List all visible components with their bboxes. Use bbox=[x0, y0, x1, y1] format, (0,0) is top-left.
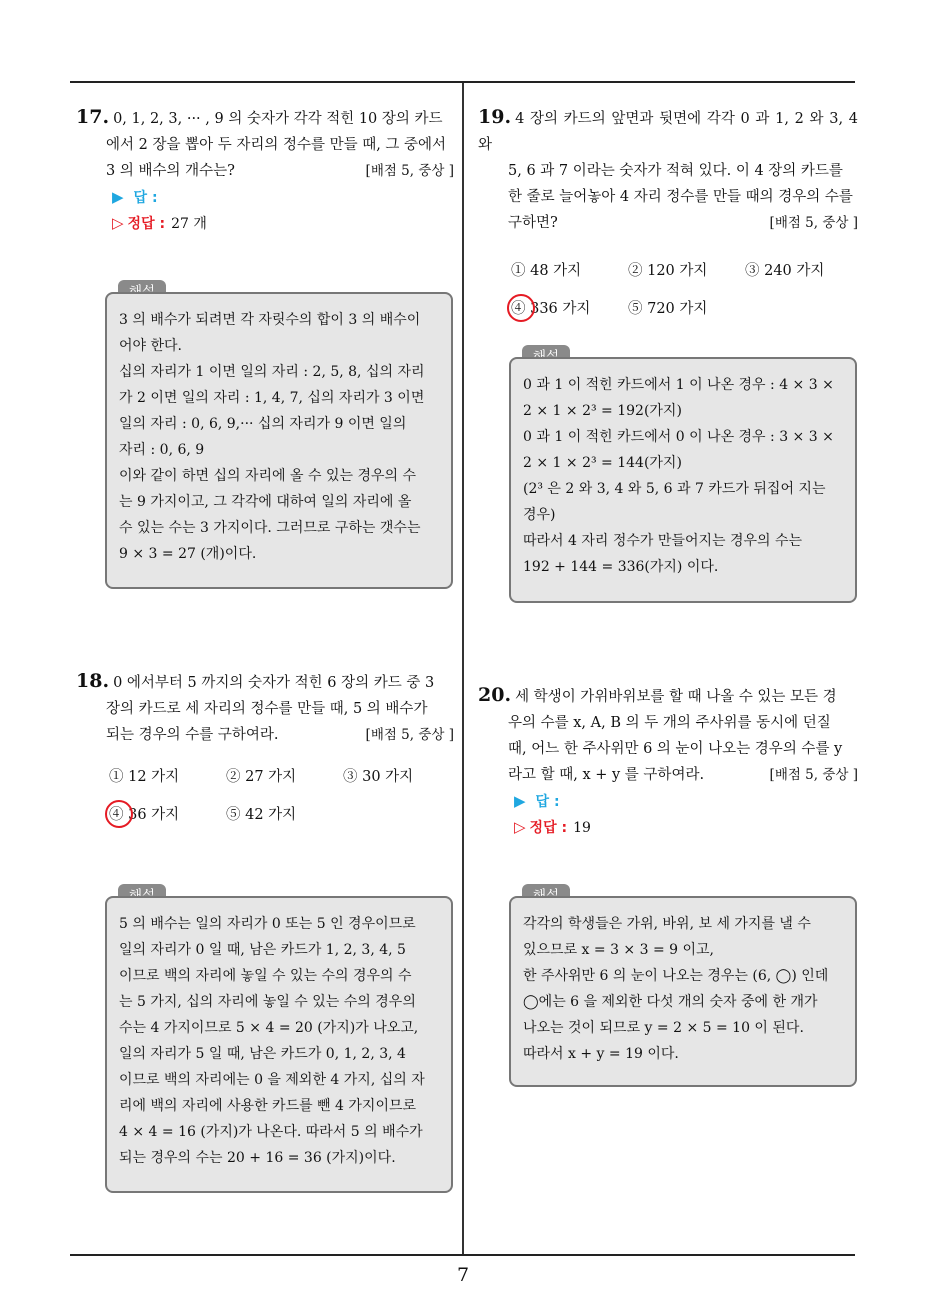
solution-box-20: 각각의 학생들은 가위, 바위, 보 세 가지를 낼 수 있으므로 x = 3 × 3 = 9 이고, 한 주사위만 6 의 눈이 나오는 경우는 (6, ◯) 인데 ◯에는 6 을 제외한 다섯 개의 숫자 중에 한 개가 나오는 것이 되므로 y = 2 × 5 = 10 이 된다. 따라서 x + y = 19 이다. bbox=[509, 896, 857, 1087]
answer-row[interactable]: ▶ 답 : bbox=[112, 188, 158, 206]
correct-answer-row: ▷ 정답 : 27 개 bbox=[112, 214, 207, 232]
outline-triangle-icon: ▷ bbox=[112, 214, 124, 232]
problem-17: 17. 0, 1, 2, 3, ··· , 9 의 숫자가 각각 적힌 10 장의 카드 에서 2 장을 뽑아 두 자리의 정수를 만들 때, 그 중에서 3 의 배수의 개수는? [배점 5, 중상 ] ▶ 답 : ▷ 정답 : 27 개 bbox=[76, 104, 454, 236]
solution-box-18: 5 의 배수는 일의 자리가 0 또는 5 인 경우이므로 일의 자리가 0 일 때, 남은 카드가 1, 2, 3, 4, 5 이므로 백의 자리에 놓일 수 있는 수의 경우의 수 는 5 가지, 십의 자리에 놓일 수 있는 수의 경우의 수는 4 가지이므로 5 × 4 = 20 (가지)가 나오고, 일의 자리가 5 일 때, 남은 카드가 0, 1, 2, 3, 4 이므로 백의 자리에는 0 을 제외한 4 가지, 십의 자 리에 백의 자리에 사용한 카드를 뺀 4 가지이므로 4 × 4 = 16 (가지)가 나온다. 따라서 5 의 배수가 되는 경우의 수는 20 + 16 = 36 (가지)이다. bbox=[105, 896, 453, 1193]
solution-box-17: 3 의 배수가 되려면 각 자릿수의 합이 3 의 배수이 어야 한다. 십의 자리가 1 이면 일의 자리 : 2, 5, 8, 십의 자리 가 2 이면 일의 자리 : 1, 4, 7, 십의 자리가 3 이면 일의 자리 : 0, 6, 9,··· 십의 자리가 9 이면 일의 자리 : 0, 6, 9 이와 같이 하면 십의 자리에 올 수 있는 경우의 수 는 9 가지이고, 그 각각에 대하여 일의 자리에 올 수 있는 수는 3 가지이다. 그러므로 구하는 갯수는 9 × 3 = 27 (개)이다. bbox=[105, 292, 453, 589]
choice-list bbox=[76, 758, 454, 828]
play-triangle-icon: ▶ bbox=[514, 792, 526, 810]
choice-2[interactable]: ② 27 가지 bbox=[226, 769, 297, 785]
score-meta: [배점 5, 중상 ] bbox=[769, 215, 858, 231]
choice-2[interactable]: ② 120 가지 bbox=[628, 263, 708, 279]
selected-circle-mark bbox=[105, 800, 133, 828]
answer-row[interactable]: ▶ 답 : bbox=[514, 792, 560, 810]
choice-1[interactable]: ① 12 가지 bbox=[109, 769, 180, 785]
problem-18: 18. 0 에서부터 5 까지의 숫자가 적힌 6 장의 카드 중 3 장의 카드로 세 자리의 정수를 만들 때, 5 의 배수가 되는 경우의 수를 구하여라. [배점 5, 중상 ] ① 12 가지 ② 27 가지 ③ 30 가지 ④ 36 가지 ⑤ 42 가지 bbox=[76, 668, 454, 828]
choice-1[interactable]: ① 48 가지 bbox=[511, 263, 582, 279]
choice-5[interactable]: ⑤ 42 가지 bbox=[226, 807, 297, 823]
score-meta: [배점 5, 중상 ] bbox=[769, 767, 858, 783]
problem-19: 19. 4 장의 카드의 앞면과 뒷면에 각각 0 과 1, 2 와 3, 4 와 5, 6 과 7 이라는 숫자가 적혀 있다. 이 4 장의 카드를 한 줄로 늘어놓아 4 자리 정수를 만들 때의 경우의 수를 구하면? [배점 5, 중상 ] ① 48 가지 ② 120 가지 ③ 240 가지 ④ 336 가지 ⑤ 720 가지 bbox=[478, 104, 858, 322]
problem-number: 19. bbox=[478, 106, 512, 128]
problem-number: 20. bbox=[478, 684, 512, 706]
play-triangle-icon: ▶ bbox=[112, 188, 124, 206]
problem-number: 17. bbox=[76, 106, 110, 128]
choice-list bbox=[478, 252, 858, 322]
outline-triangle-icon: ▷ bbox=[514, 818, 526, 836]
problem-number: 18. bbox=[76, 670, 110, 692]
score-meta: [배점 5, 중상 ] bbox=[365, 727, 454, 743]
selected-circle-mark bbox=[507, 294, 535, 322]
choice-4[interactable]: ④ 336 가지 bbox=[511, 301, 591, 317]
bottom-rule bbox=[70, 1254, 855, 1256]
column-divider bbox=[462, 83, 464, 1254]
page-number: 7 bbox=[456, 1264, 470, 1286]
solution-box-19: 0 과 1 이 적힌 카드에서 1 이 나온 경우 : 4 × 3 × 2 × 1 × 2³ = 192(가지) 0 과 1 이 적힌 카드에서 0 이 나온 경우 : 3 × 3 × 2 × 1 × 2³ = 144(가지) (2³ 은 2 와 3, 4 와 5, 6 과 7 카드가 뒤집어 지는 경우) 따라서 4 자리 정수가 만들어지는 경우의 수는 192 + 144 = 336(가지) 이다. bbox=[509, 357, 857, 603]
choice-5[interactable]: ⑤ 720 가지 bbox=[628, 301, 708, 317]
problem-20: 20. 세 학생이 가위바위보를 할 때 나올 수 있는 모든 경 우의 수를 x, A, B 의 두 개의 주사위를 동시에 던질 때, 어느 한 주사위만 6 의 눈이 나오는 경우의 수를 y 라고 할 때, x + y 를 구하여라. [배점 5, 중상 ] ▶ 답 : ▷ 정답 : 19 bbox=[478, 682, 858, 840]
score-meta: [배점 5, 중상 ] bbox=[365, 163, 454, 179]
choice-4[interactable]: ④ 36 가지 bbox=[109, 807, 180, 823]
correct-answer-row: ▷ 정답 : 19 bbox=[514, 818, 591, 836]
choice-3[interactable]: ③ 30 가지 bbox=[343, 769, 414, 785]
choice-3[interactable]: ③ 240 가지 bbox=[745, 263, 825, 279]
